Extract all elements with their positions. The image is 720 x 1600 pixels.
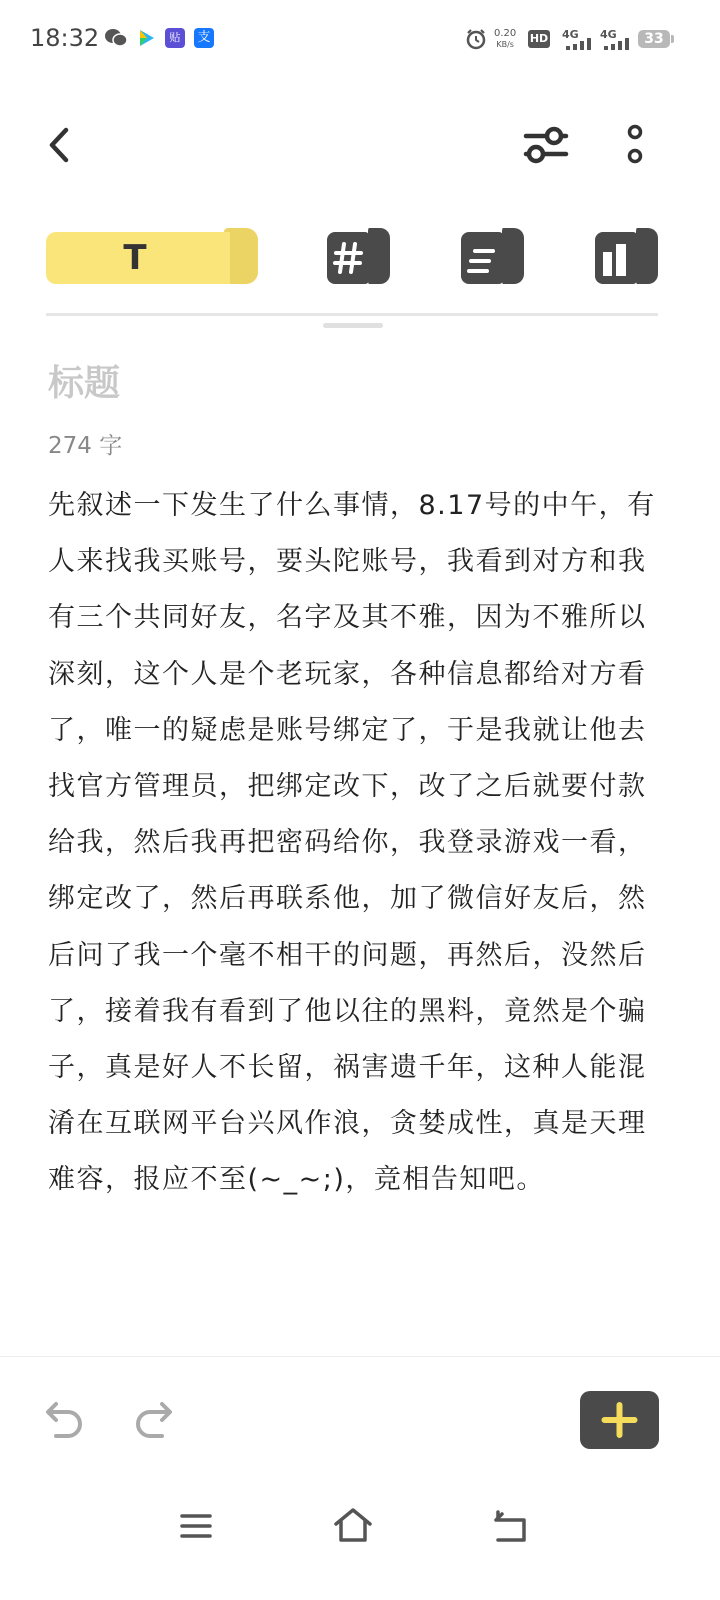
undo-icon bbox=[42, 1398, 86, 1442]
sliders-icon bbox=[520, 120, 572, 170]
signal-bars-icon bbox=[566, 38, 596, 50]
nav-recents-button[interactable] bbox=[176, 1508, 216, 1544]
more-options-button[interactable] bbox=[614, 120, 658, 170]
note-title-input[interactable]: 标题 bbox=[48, 363, 121, 404]
tab-list[interactable] bbox=[461, 228, 523, 286]
text-tab-label: T bbox=[123, 238, 147, 278]
bottom-divider bbox=[0, 1356, 720, 1357]
back-button[interactable] bbox=[40, 120, 84, 170]
tab-tag[interactable] bbox=[327, 228, 389, 286]
net-speed: 0.20 KB/s bbox=[494, 28, 517, 49]
hashtag-icon bbox=[327, 232, 369, 284]
wechat-icon bbox=[104, 28, 128, 48]
undo-button[interactable] bbox=[42, 1398, 86, 1442]
back-arrow-icon bbox=[490, 1506, 530, 1546]
signal-bars-icon bbox=[604, 38, 634, 50]
nav-home-button[interactable] bbox=[330, 1504, 376, 1544]
status-bar bbox=[0, 0, 720, 80]
chevron-left-icon bbox=[40, 120, 84, 170]
drag-handle[interactable] bbox=[323, 323, 383, 328]
battery-tip bbox=[671, 35, 674, 43]
layout-panels-icon bbox=[595, 232, 637, 284]
toolbar-divider bbox=[46, 313, 658, 316]
signal-1: 4G bbox=[562, 28, 598, 54]
tab-layout[interactable] bbox=[595, 228, 657, 286]
plus-icon bbox=[580, 1391, 659, 1449]
tab-text[interactable] bbox=[46, 228, 258, 286]
text-lines-icon bbox=[461, 232, 503, 284]
redo-button[interactable] bbox=[132, 1398, 176, 1442]
battery-icon: 33 bbox=[638, 30, 670, 48]
video-player-icon bbox=[136, 28, 156, 48]
add-button[interactable] bbox=[580, 1391, 659, 1449]
more-vertical-icon bbox=[614, 120, 658, 170]
nav-back-button[interactable] bbox=[490, 1506, 530, 1546]
menu-icon bbox=[176, 1508, 216, 1544]
alipay-icon: 支 bbox=[194, 28, 214, 48]
redo-icon bbox=[132, 1398, 176, 1442]
note-body-text[interactable]: 先叙述一下发生了什么事情，8.17号的中午，有人来找我买账号，要头陀账号，我看到对方和我有三个共同好友，名字及其不雅，因为不雅所以深刻，这个人是个老玩家，各种信息都给对方看了，唯一的疑虑是账号绑定了，于是我就让他去找官方管理员，把绑定改下，改了之后就要付款给我，然后我再把密码给你，我登录游戏一看，绑定改了，然后再联系他，加了微信好友后，然后问了我一个毫不相干的问题，再然后，没然后了，接着我有看到了他以往的黑料，竟然是个骗子，真是好人不长留，祸害遗千年，这种人能混淆在互联网平台兴风作浪，贪婪成性，真是天理难容，报应不至(~_~;)，竞相告知吧。 bbox=[48, 490, 656, 1196]
alarm-icon bbox=[465, 28, 487, 50]
signal-2: 4G bbox=[600, 28, 636, 54]
style-settings-button[interactable] bbox=[520, 120, 572, 170]
status-time: 18:32 bbox=[30, 24, 100, 52]
tieba-icon: 贴 bbox=[165, 28, 185, 48]
hd-voice-badge: HD bbox=[528, 30, 550, 48]
word-count: 274 字 bbox=[48, 433, 123, 459]
home-icon bbox=[330, 1504, 376, 1544]
